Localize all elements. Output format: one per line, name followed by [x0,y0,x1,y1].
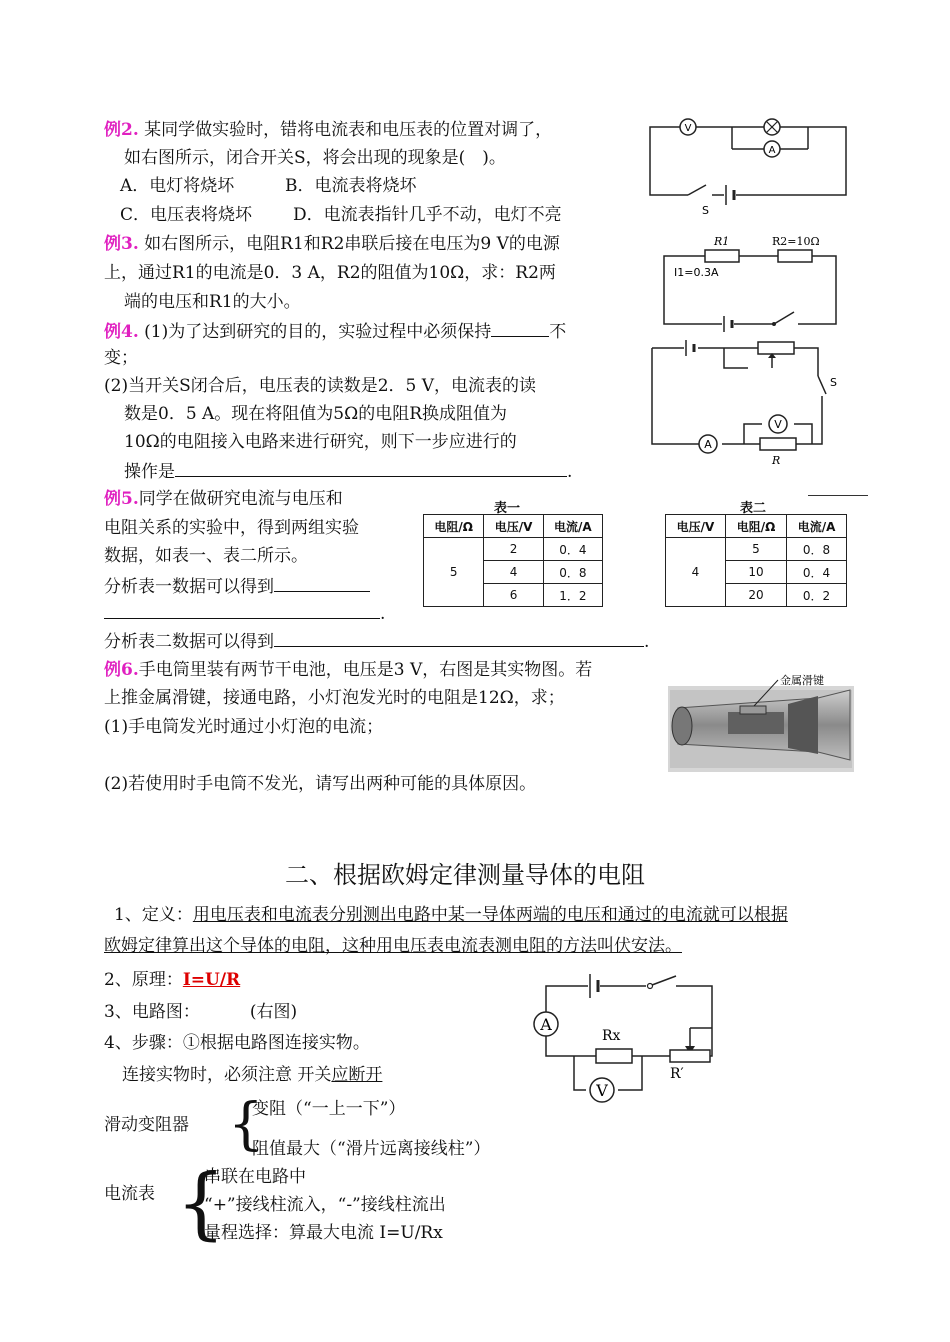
ex4-line3: (2)当开关S闭合后，电压表的读数是2．5 V，电流表的读 [104,376,537,396]
table-cell: 4 [666,538,726,607]
table1-caption: 表一 [494,501,521,516]
svg-text:S: S [830,376,837,389]
ex3-switch [768,312,798,328]
rheostat-label: 滑动变阻器 [104,1115,189,1135]
ex2-circuit-diagram [648,115,858,220]
table-row [666,515,847,538]
table-cell: 0．4 [787,561,847,584]
principle-line: 2、原理：I=U/R [104,970,241,990]
ex2-tag: 例2. [104,120,139,140]
ex2-line2: 如右图所示，闭合开关S，将会出现的现象是( )。 [124,148,506,168]
table-row [424,515,603,538]
table-header: 电阻/Ω [424,515,484,538]
ex3-line2: 上，通过R1的电流是0．3 A，R2的阻值为10Ω，求：R2两 [104,263,556,283]
ex4-ammeter [699,435,717,453]
table-cell: 0．4 [543,538,602,561]
ex3-resistor-r2 [772,235,820,262]
svg-text:A: A [704,438,712,451]
section-title: 二、根据欧姆定律测量导体的电阻 [285,861,645,889]
ex3-line1: 例3. 如右图所示，电阻R1和R2串联后接在电压为9 V的电源 [104,234,560,254]
ex5-line2: 电阻关系的实验中，得到两组实验 [104,518,359,538]
svg-text:A: A [768,145,776,156]
ex6-line4: (2)若使用时手电筒不发光，请写出两种可能的具体原因。 [104,774,537,794]
svg-text:R′: R′ [670,1066,684,1082]
table-cell: 0．8 [543,561,602,584]
definition-line1: 1、定义：用电压表和电流表分别测出电路中某一导体两端的电压和通过的电流就可以根据 [114,905,788,925]
sliding-key-label: 金属滑键 [780,674,824,687]
rheostat-rule-2: 阻值最大（“滑片远离接线柱”） [252,1139,491,1159]
ex2-battery [724,185,736,205]
ex6-line3: (1)手电筒发光时通过小灯泡的电流； [104,717,384,737]
ammeter-rule-1: 串联在电路中 [204,1167,306,1187]
ex2-option-b: B．电流表将烧坏 [285,176,417,196]
ex5-line1: 例5.同学在做研究电流与电压和 [104,489,343,509]
principle-formula: I=U/R [182,970,241,990]
ex5-answer-blank-3[interactable] [274,628,644,647]
table2 [665,514,847,607]
voltammetry-circuit-diagram [520,970,720,1105]
table-row [424,538,603,561]
ex6-line2: 上推金属滑键，接通电路，小灯泡发光时的电阻是12Ω，求； [104,688,565,708]
ex5-line6: 分析表二数据可以得到 . [104,628,649,654]
ex5-line3: 数据，如表一、表二所示。 [104,546,308,566]
ex2-switch [678,185,712,217]
svg-text:Rx: Rx [602,1028,621,1044]
ex3-tag: 例3. [104,234,139,254]
ex4-battery [684,338,698,358]
ex3-circuit-diagram [660,232,850,332]
ex6-tag: 例6. [104,660,139,680]
rheostat-brace: { [228,1092,264,1157]
svg-text:V: V [596,1081,608,1100]
svg-text:S: S [702,204,709,217]
ammeter-label: 电流表 [104,1184,155,1204]
ex4-answer-blank-2[interactable] [175,458,567,477]
voltammetry-rheostat [670,1050,710,1082]
table-cell: 0．8 [787,538,847,561]
ex5-answer-blank-2[interactable] [104,600,380,619]
ex4-circuit-diagram [648,336,848,466]
ex2-option-c: C．电压表将烧坏 [120,205,253,225]
ex3-line3: 端的电压和R1的大小。 [124,292,301,312]
ex5-answer-blank-1[interactable] [274,573,370,592]
ex4-line6: 操作是 . [124,458,572,484]
ex4-line5: 10Ω的电阻接入电路来进行研究，则下一步应进行的 [124,432,517,452]
ex4-line1: 例4. (1)为了达到研究的目的，实验过程中必须保持 不 [104,318,566,344]
ex4-resistor-r [760,438,796,466]
voltammetry-voltmeter [590,1078,614,1102]
ex2-lamp-icon [764,119,780,135]
table-cell: 20 [725,584,786,607]
table-header: 电压/V [484,515,543,538]
table-cell: 2 [484,538,543,561]
table2-caption: 表二 [740,501,767,516]
ammeter-rule-3: 量程选择：算最大电流 I=U/Rx [204,1223,443,1243]
diagram-line: 3、电路图： (右图) [104,1002,298,1022]
ex2-line1: 例2. 某同学做实验时，错将电流表和电压表的位置对调了， [104,120,553,140]
definition-line2: 欧姆定律算出这个导体的电阻，这种用电压表电流表测电阻的方法叫伏安法。 [104,936,682,956]
ex4-switch [818,376,837,394]
ammeter-brace: { [176,1159,226,1249]
steps-line: 4、步骤：①根据电路图连接实物。 [104,1033,370,1053]
svg-text:R2=10Ω: R2=10Ω [772,235,820,248]
svg-text:V: V [774,418,782,431]
ex2-option-a: A．电灯将烧坏 [120,176,235,196]
ex4-voltmeter [769,415,787,433]
ex4-answer-blank-1[interactable] [491,318,549,337]
ex2-voltmeter [680,119,696,135]
ex5-line5: . [104,600,385,626]
ex4-line2: 变； [104,348,138,368]
voltammetry-ammeter [534,1012,558,1036]
connect-line: 连接实物时，必须注意 开关应断开 [122,1065,383,1085]
table-cell: 10 [725,561,786,584]
table-row [666,538,847,561]
table-cell: 4 [484,561,543,584]
table-cell: 5 [725,538,786,561]
table-cell: 1．2 [543,584,602,607]
ammeter-rule-2: “+”接线柱流入，“-”接线柱流出 [204,1195,446,1215]
ex5-tag: 例5. [104,489,139,509]
table-cell: 6 [484,584,543,607]
svg-text:A: A [540,1015,552,1034]
divider [808,495,868,496]
ex4-rheostat [758,342,794,368]
voltammetry-resistor-rx [596,1028,632,1063]
voltammetry-battery [590,974,598,998]
svg-text:R: R [772,454,781,466]
svg-text:V: V [684,123,692,134]
voltammetry-switch [648,976,677,989]
ex2-ammeter [764,141,780,157]
flashlight-photo [668,668,854,772]
ex4-tag: 例4. [104,322,139,342]
ex3-battery [722,314,734,332]
rheostat-rule-1: 变阻（“一上一下”） [252,1099,406,1119]
table-header: 电流/A [543,515,602,538]
table-cell: 0．2 [787,584,847,607]
ex5-line4: 分析表一数据可以得到 [104,573,370,599]
svg-text:R1: R1 [714,235,730,248]
ex6-line1: 例6.手电筒里装有两节干电池，电压是3 V，右图是其实物图。若 [104,660,593,680]
ex4-line4: 数是0．5 A。现在将阻值为5Ω的电阻R换成阻值为 [124,404,508,424]
table-header: 电压/V [666,515,726,538]
ex3-resistor-r1 [674,235,739,279]
ex2-option-d: D．电流表指针几乎不动，电灯不亮 [293,205,562,225]
table-header: 电阻/Ω [725,515,786,538]
table-cell: 5 [424,538,484,607]
table1 [423,514,603,607]
table-header: 电流/A [787,515,847,538]
svg-text:I1=0.3A: I1=0.3A [674,266,719,279]
